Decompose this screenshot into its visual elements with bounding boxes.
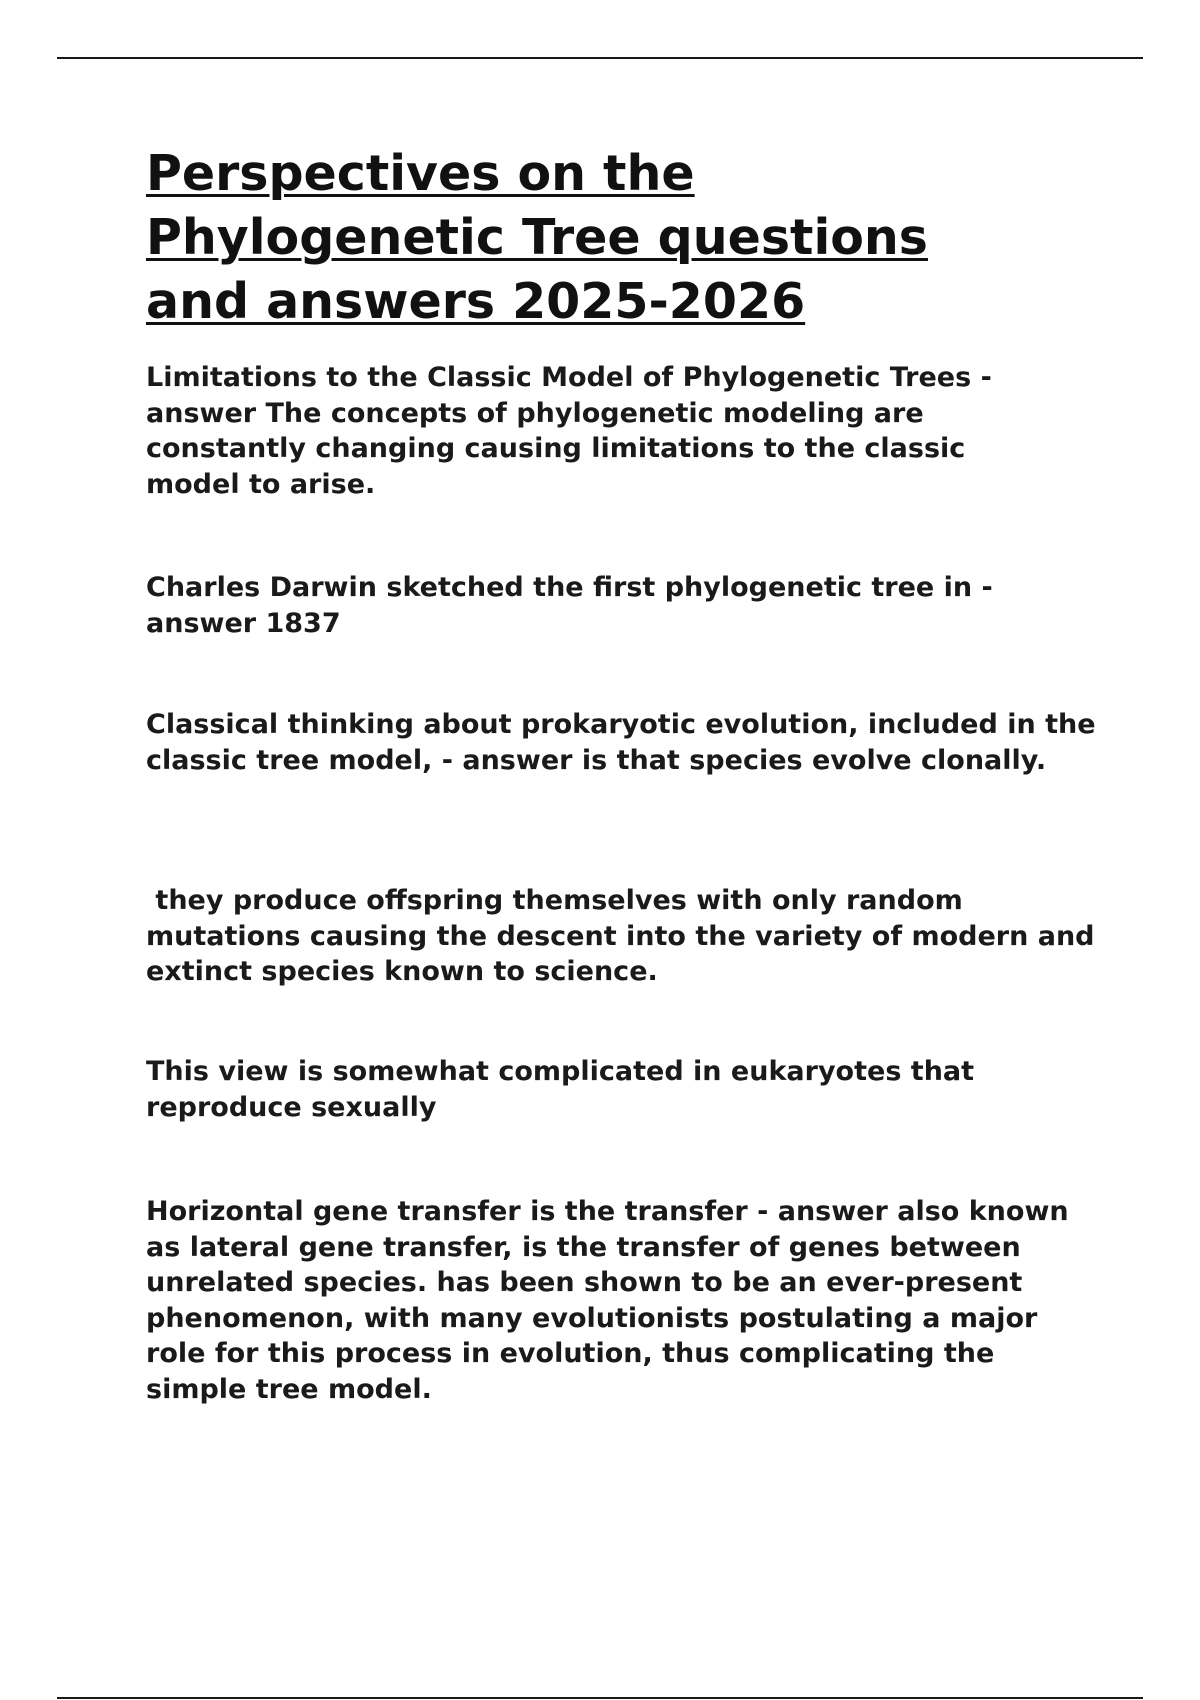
qa-paragraph: Horizontal gene transfer is the transfer - answer also known as lateral gene transfer, is the transfer of genes between unrelated species. has been shown to be an ever-present phenomenon, with many evolutionists postulating a major role for this process in evolution, thus complicating the simple tree model. [146, 1196, 1079, 1405]
qa-paragraph: Limitations to the Classic Model of Phylogenetic Trees - answer The concepts of phylogenetic modeling are constantly changing causing limitations to the classic model to arise. [146, 362, 1002, 500]
bottom-rule [57, 1697, 1143, 1699]
top-rule [57, 57, 1143, 59]
qa-paragraph: Classical thinking about prokaryotic evolution, included in the classic tree model, - answer is that species evolve clonally. [146, 709, 1105, 776]
qa-paragraph: they produce offspring themselves with only random mutations causing the descent into the variety of modern and extinct species known to science. [146, 885, 1104, 987]
document-body [146, 142, 1106, 1405]
qa-paragraph: This view is somewhat complicated in eukaryotes that reproduce sexually [146, 1056, 984, 1123]
document-title: Perspectives on the Phylogenetic Tree questions and answers 2025-2026 [146, 145, 928, 330]
qa-paragraph: Charles Darwin sketched the first phylogenetic tree in - answer 1837 [146, 572, 1003, 639]
